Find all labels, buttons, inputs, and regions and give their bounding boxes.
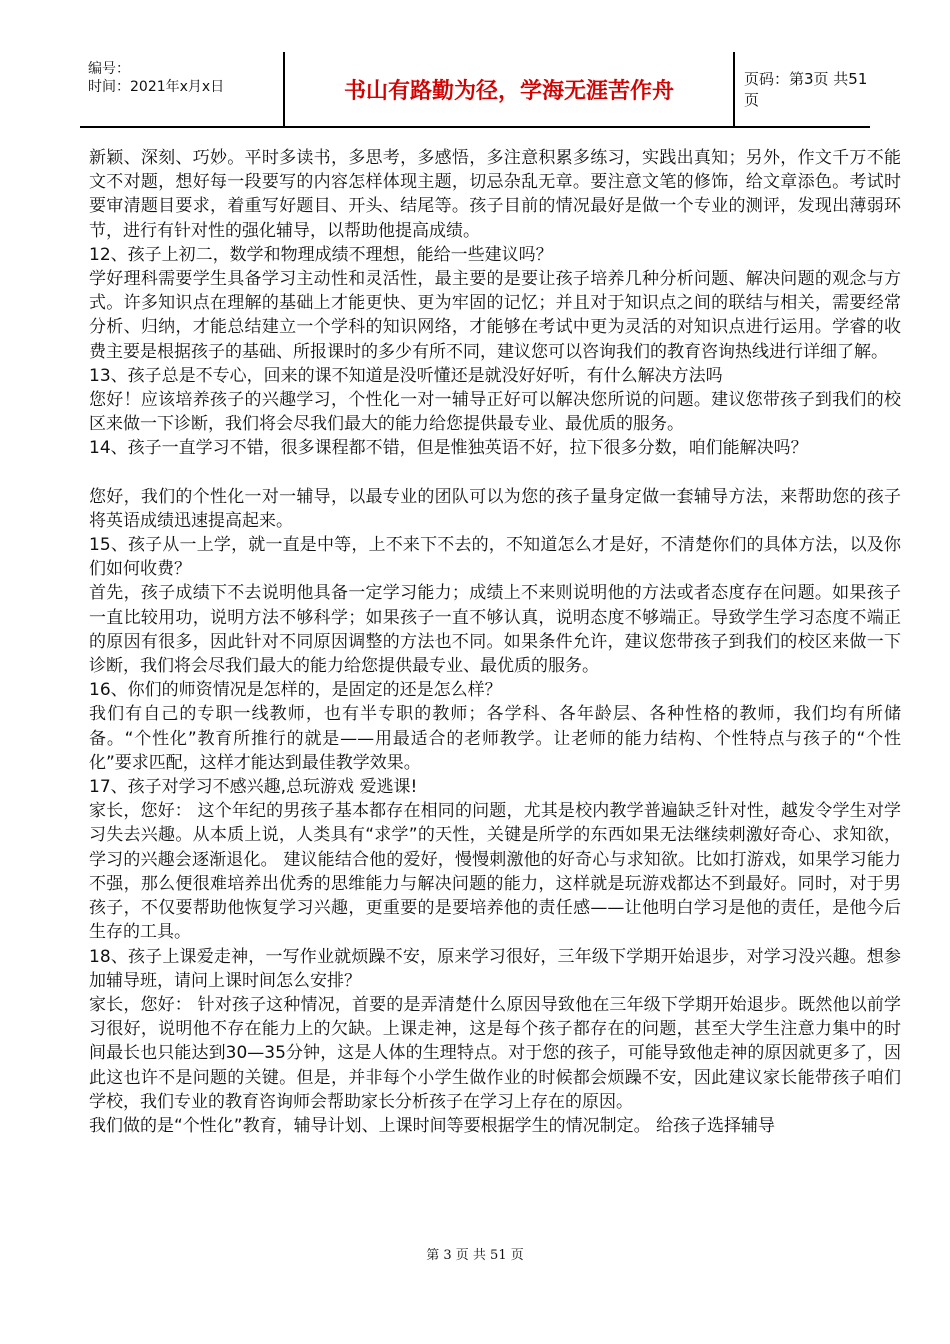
question-heading: 16、你们的师资情况是怎样的，是固定的还是怎么样？ (89, 680, 502, 701)
question-heading: 17、孩子对学习不感兴趣,总玩游戏 爱逃课! (89, 777, 418, 798)
question-heading: 15、孩子从一上学，就一直是中等，上不来下不去的，不知道怎么才是好，不清楚你们的具体方法，以及你们如何收费？ (89, 535, 901, 580)
paragraph: 您好，我们的个性化一对一辅导，以最专业的团队可以为您的孩子量身定做一套辅导方法，来帮助您的孩子将英语成绩迅速提高起来。 (89, 486, 901, 531)
header-motto: 书山有路勤为径，学海无涯苦作舟 (343, 78, 674, 104)
page-footer: 第 3 页 共 51 页 (426, 1248, 524, 1263)
number-label: 编号： (88, 61, 130, 77)
body-text (89, 146, 901, 1138)
paragraph: 我们做的是“个性化”教育，辅导计划、上课时间等要根据学生的情况制定。 给孩子选择辅导 (89, 1115, 776, 1136)
paragraph: 首先，孩子成绩下不去说明他具备一定学习能力；成绩上不来则说明他的方法或者态度存在问题。如果孩子一直比较用功，说明方法不够科学；如果孩子一直不够认真，说明态度不够端正。导致学生学习态度不端正的原因有很多，因此针对不同原因调整的方法也不同。如果条件允许，建议您带孩子到我们的校区来做一下诊断，我们将会尽我们最大的能力给您提供最专业、最优质的服务。 (89, 583, 901, 677)
paragraph: 家长，您好： 这个年纪的男孩子基本都存在相同的问题，尤其是校内教学普遍缺乏针对性，越发令学生对学习失去兴趣。从本质上说，人类具有“求学”的天性，关键是所学的东西如果无法继续刺激好奇心、求知欲，学习的兴趣会逐渐退化。 建议能结合他的爱好，慢慢刺激他的好奇心与求知欲。比如打游戏，如果学习能力不强，那么便很难培养出优秀的思维能力与解决问题的能力，这样就是玩游戏都达不到最好。同时，对于男孩子，不仅要帮助他恢复学习兴趣，更重要的是要培养他的责任感——让他明白学习是他的责任，是他今后生存的工具。 (89, 801, 901, 943)
blank-line (89, 461, 901, 485)
header-meta (88, 60, 283, 96)
paragraph: 学好理科需要学生具备学习主动性和灵活性，最主要的是要让孩子培养几种分析问题、解决问题的观念与方式。许多知识点在理解的基础上才能更快、更为牢固的记忆；并且对于知识点之间的联结与相关，需要经常分析、归纳，才能总结建立一个学科的知识网络，才能够在考试中更为灵活的对知识点进行运用。学睿的收费主要是根据孩子的基础、所报课时的多少有所不同，建议您可以咨询我们的教育咨询热线进行详细了解。 (89, 269, 901, 362)
time-label: 时间：2021年x月x日 (88, 79, 225, 95)
paragraph: 我们有自己的专职一线教师，也有半专职的教师；各学科、各年龄层、各种性格的教师，我们均有所储备。“个性化”教育所推行的就是——用最适合的老师教学。让老师的能力结构、个性特点与孩子的“个性化”要求匹配，这样才能达到最佳教学效果。 (89, 704, 901, 773)
header-divider (733, 52, 735, 126)
paragraph: 新颖、深刻、巧妙。平时多读书，多思考，多感悟，多注意积累多练习，实践出真知；另外，作文千万不能文不对题，想好每一段要写的内容怎样体现主题，切忌杂乱无章。要注意文笔的修饰，给文章添色。考试时要审清题目要求，着重写好题目、开头、结尾等。孩子目前的情况最好是做一个专业的测评，发现出薄弱环节，进行有针对性的强化辅导，以帮助他提高成绩。 (89, 148, 901, 241)
paragraph: 您好！应该培养孩子的兴趣学习，个性化一对一辅导正好可以解决您所说的问题。建议您带孩子到我们的校区来做一下诊断，我们将会尽我们最大的能力给您提供最专业、最优质的服务。 (89, 390, 901, 435)
page-header (80, 52, 870, 128)
paragraph: 家长，您好： 针对孩子这种情况，首要的是弄清楚什么原因导致他在三年级下学期开始退步。既然他以前学习很好，说明他不存在能力上的欠缺。上课走神，这是每个孩子都存在的问题，甚至大学生注意力集中的时间最长也只能达到30—35分钟，这是人体的生理特点。对于您的孩子，可能导致他走神的原因就更多了，因此这也许不是问题的关键。但是，并非每个小学生做作业的时候都会烦躁不安，因此建议家长能带孩子咱们学校，我们专业的教育咨询师会帮助家长分析孩子在学习上存在的原因。 (89, 994, 901, 1112)
header-page-info: 页码：第3页 共51页 (744, 70, 868, 109)
question-heading: 18、孩子上课爱走神，一写作业就烦躁不安，原来学习很好，三年级下学期开始退步，对学习没兴趣。想参加辅导班，请问上课时间怎么安排？ (89, 946, 901, 991)
question-heading: 12、孩子上初二，数学和物理成绩不理想，能给一些建议吗？ (89, 244, 553, 265)
question-heading: 14、孩子一直学习不错，很多课程都不错，但是惟独英语不好，拉下很多分数，咱们能解决吗？ (89, 438, 808, 459)
question-heading: 13、孩子总是不专心，回来的课不知道是没听懂还是就没好好听，有什么解决方法吗 (89, 365, 723, 386)
